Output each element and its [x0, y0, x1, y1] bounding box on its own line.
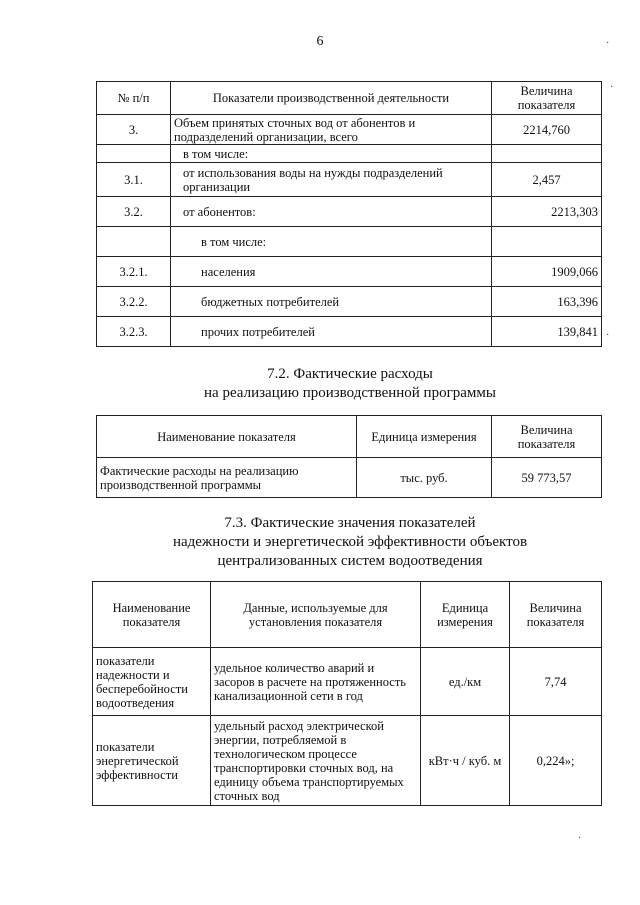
row-value: 2,457 [492, 163, 602, 197]
header-indicators: Показатели производственной деятельности [171, 82, 492, 115]
page-number: 6 [316, 34, 324, 49]
row-name: прочих потребителей [171, 317, 492, 347]
header-unit: Единица измерения [421, 582, 510, 648]
table-row [97, 227, 602, 257]
table-row [97, 163, 602, 197]
table-row [97, 115, 602, 145]
table-row [97, 458, 602, 498]
production-indicators-table [96, 81, 602, 347]
row-name: в том числе: [171, 145, 492, 163]
row-num: 3.1. [97, 163, 171, 197]
scan-mark: · [610, 82, 614, 93]
row-num [97, 145, 171, 163]
row-value: 0,224»; [510, 716, 602, 806]
scan-mark: · [578, 833, 582, 844]
table-row [97, 287, 602, 317]
table-row [97, 257, 602, 287]
section-7-3-title-line2: надежности и энергетической эффективности объектов [172, 534, 528, 550]
section-7-2-title-line1: 7.2. Фактические расходы [267, 366, 433, 382]
table-row [97, 317, 602, 347]
row-value: 163,396 [492, 287, 602, 317]
row-data: удельный расход электрической энергии, потребляемой в технологическом процессе транспортировки сточных вод, на единицу объема транспортируемых сточных вод [211, 716, 421, 806]
section-7-3-title [60, 514, 640, 571]
header-value: Величина показателя [510, 582, 602, 648]
scan-mark: · [606, 38, 610, 49]
section-7-2-title [60, 365, 640, 403]
section-7-2-title-line2: на реализацию производственной программы [204, 385, 496, 401]
header-indicator-name: Наименование показателя [93, 582, 211, 648]
row-name: Объем принятых сточных вод от абонентов и подразделений организации, всего [171, 115, 492, 145]
row-num: 3.2.2. [97, 287, 171, 317]
row-unit: ед./км [421, 648, 510, 716]
row-value: 1909,066 [492, 257, 602, 287]
table-row [93, 648, 602, 716]
row-num: 3. [97, 115, 171, 145]
row-name: от абонентов: [171, 197, 492, 227]
actual-expenses-table [96, 415, 602, 498]
header-value: Величина показателя [492, 82, 602, 115]
row-unit: кВт·ч / куб. м [421, 716, 510, 806]
section-7-3-title-line3: централизованных систем водоотведения [217, 553, 483, 569]
table-row [97, 197, 602, 227]
row-name: от использования воды на нужды подразделений организации [171, 163, 492, 197]
row-num [97, 227, 171, 257]
row-value: 7,74 [510, 648, 602, 716]
header-num: № п/п [97, 82, 171, 115]
table-header-row [97, 82, 602, 115]
row-name: Фактические расходы на реализацию производственной программы [97, 458, 357, 498]
header-unit: Единица измерения [357, 416, 492, 458]
header-indicator-name: Наименование показателя [97, 416, 357, 458]
table-header-row [97, 416, 602, 458]
table-header-row [93, 582, 602, 648]
row-value [492, 227, 602, 257]
scan-mark: · [606, 330, 610, 341]
row-value [492, 145, 602, 163]
row-data: удельное количество аварий и засоров в расчете на протяженность канализационной сети в год [211, 648, 421, 716]
row-unit: тыс. руб. [357, 458, 492, 498]
reliability-efficiency-table [92, 581, 602, 806]
row-name: показатели надежности и бесперебойности водоотведения [93, 648, 211, 716]
row-num: 3.2. [97, 197, 171, 227]
row-value: 2213,303 [492, 197, 602, 227]
row-value: 2214,760 [492, 115, 602, 145]
row-name: бюджетных потребителей [171, 287, 492, 317]
row-value: 139,841 [492, 317, 602, 347]
row-value: 59 773,57 [492, 458, 602, 498]
row-name: показатели энергетической эффективности [93, 716, 211, 806]
row-num: 3.2.1. [97, 257, 171, 287]
row-name: в том числе: [171, 227, 492, 257]
row-num: 3.2.3. [97, 317, 171, 347]
header-value: Величина показателя [492, 416, 602, 458]
header-data: Данные, используемые для установления показателя [211, 582, 421, 648]
table-row [93, 716, 602, 806]
table-row [97, 145, 602, 163]
section-7-3-title-line1: 7.3. Фактические значения показателей [224, 515, 476, 531]
row-name: населения [171, 257, 492, 287]
